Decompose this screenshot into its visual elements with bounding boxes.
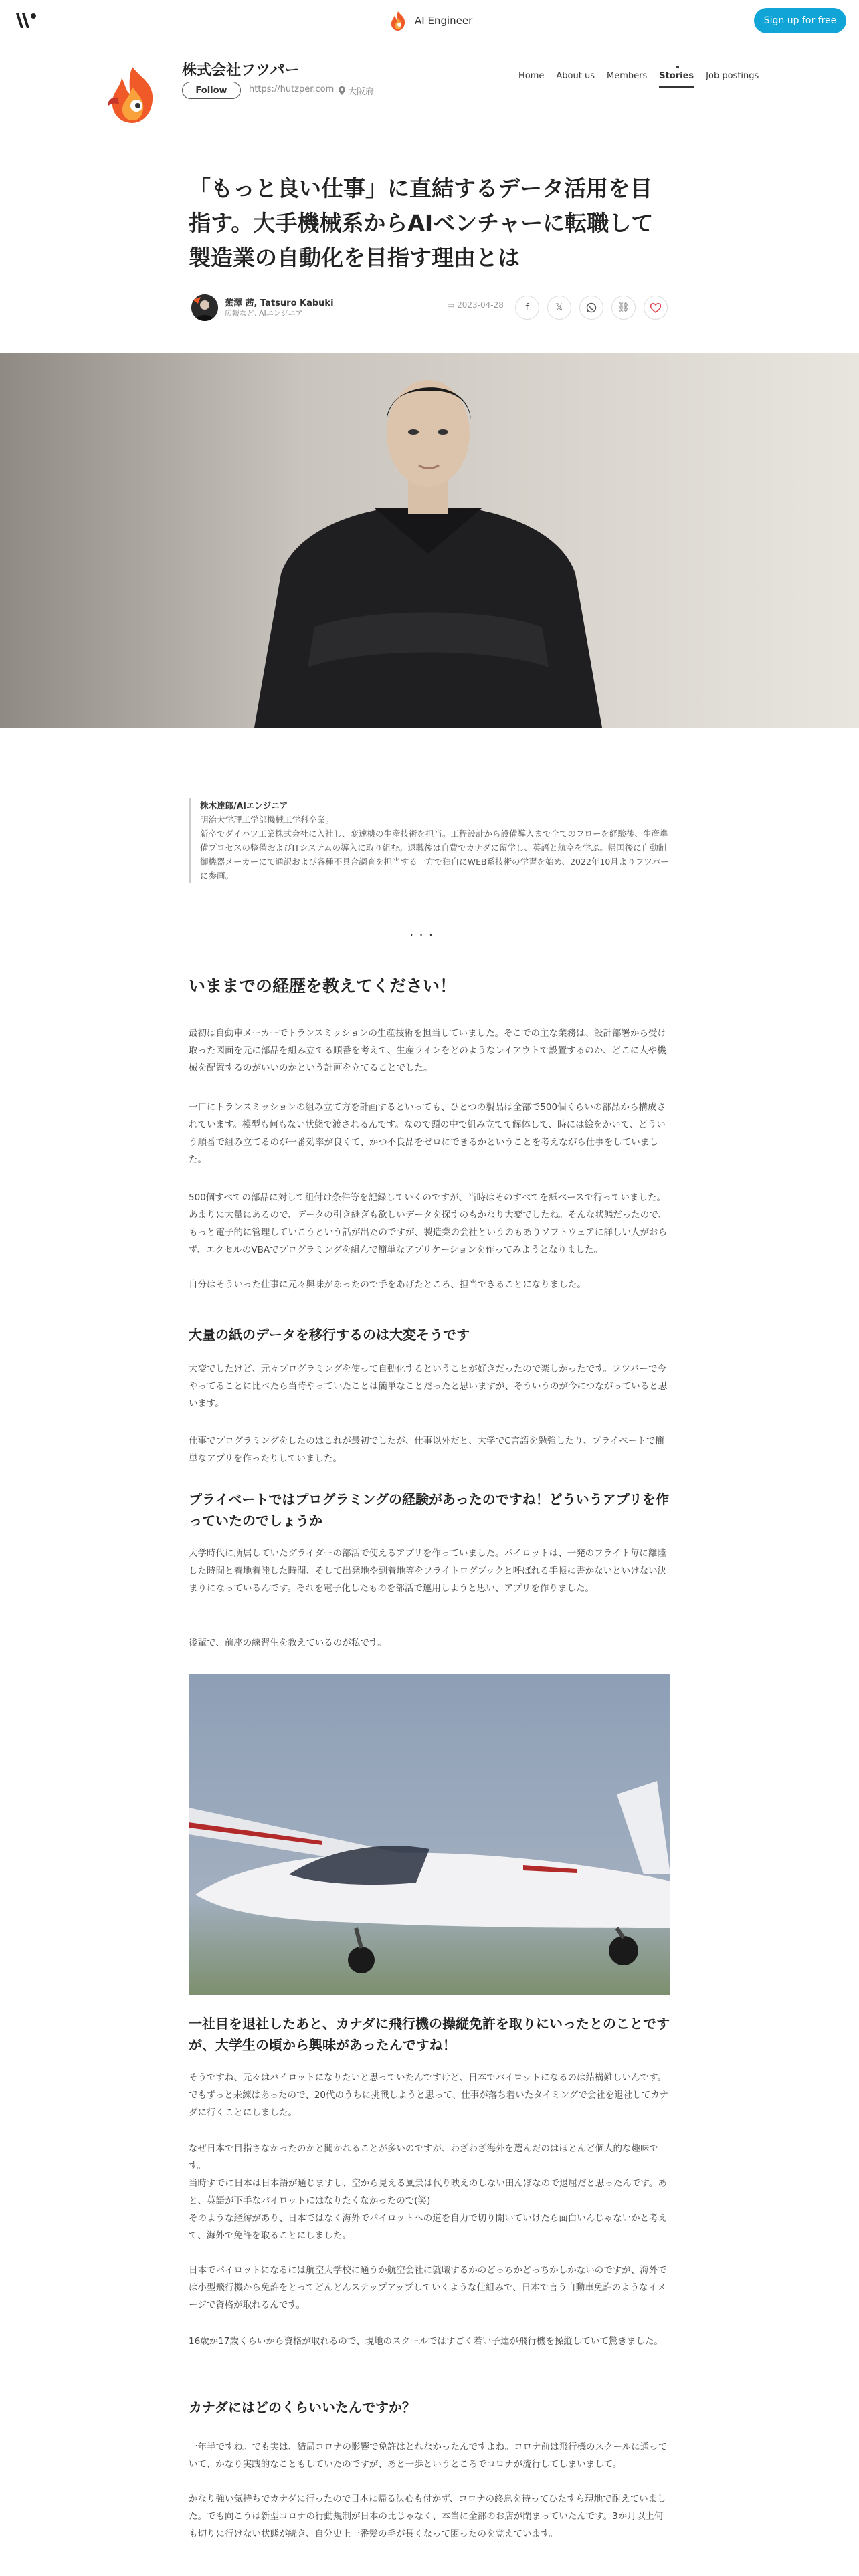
twitter-icon: 𝕏	[555, 302, 563, 313]
glider-photo	[189, 1674, 670, 1995]
company-nav	[512, 71, 765, 81]
section-heading: いままでの経歴を教えてください！	[189, 976, 457, 996]
top-bar	[0, 0, 859, 41]
follow-button[interactable]: Follow	[182, 82, 241, 99]
facebook-icon: f	[525, 302, 529, 313]
section-heading: カナダにはどのくらいいたんですか？	[189, 2399, 415, 2416]
location-pin-icon	[339, 86, 345, 95]
paragraph: そうですね、元々はパイロットになりたいと思っていたんですけど、日本でパイロットになるのは結構難しいんです。でもずっと未練はあったので、20代のうちに挑戦しようと思って、仕事が落ち着いたタイミングで会社を退社してカナダに行くことにしました。	[189, 2072, 669, 2118]
post-date: ▭ 2023-04-28	[447, 300, 504, 310]
section-heading: プライベートではプログラミングの経験があったのですね！どういうアプリを作っていたのでしょうか	[189, 1491, 669, 1529]
paragraph: 一口にトランスミッションの組み立て方を計画するといっても、ひとつの製品は全部で500個くらいの部品から構成されています。模型も何もない状態で渡されるんです。なので頭の中で組み立てて解体して、時には絵をかいて、どういう順番で組み立てるのが一番効率が良くて、かつ不良品をゼロにできるかということを考えながら仕事をしていました。	[189, 1102, 666, 1165]
section-heading: 大量の紙のデータを移行するのは大変そうです	[189, 1327, 470, 1343]
article-title: 「もっと良い仕事」に直結するデータ活用を目指す。大手機械系からAIベンチャーに転職して製造業の自動化を目指す理由とは	[189, 175, 654, 271]
paragraph: 大変でしたけど、元々プログラミングを使って自動化するということが好きだったので楽しかったです。フツパーで今やってることに比べたら当時やっていたことは簡単なことだったと思いますが、そういうのが今につながっていると思います。	[189, 1364, 668, 1409]
company-location	[339, 84, 374, 97]
paragraph: 16歳か17歳くらいから資格が取れるので、現地のスクールではすごく若い子達が飛行機を操縦していて驚きました。	[189, 2336, 663, 2347]
wantedly-logo-icon[interactable]	[15, 11, 39, 31]
company-name[interactable]: 株式会社フツパー	[182, 62, 300, 79]
author-name[interactable]: 蕪澤 茜, Tatsuro Kabuki	[225, 298, 334, 308]
nav-about-us[interactable]: About us	[556, 71, 595, 81]
calendar-icon: ▭	[447, 300, 458, 310]
paragraph: なぜ日本で目指さなかったのかと聞かれることが多いのですが、わざわざ海外を選んだのはほとんど個人的な趣味です。	[189, 2143, 658, 2171]
company-logo-icon[interactable]	[102, 64, 163, 126]
author-profile	[189, 798, 670, 883]
paragraph: 日本でパイロットになるには航空大学校に通うか航空会社に就職するかのどっちかどっちかしかないのですが、海外では小型飛行機から免許をとってどんどんステップアップしていくような仕組みで、日本で言う自動車免許のようなイメージで資格が取れるんです。	[189, 2265, 667, 2311]
company-location-text: 大阪府	[348, 87, 375, 97]
author-avatar[interactable]	[191, 294, 218, 321]
section-heading: 一社目を退社したあと、カナダに飛行機の操縦免許を取りにいったとのことですが、大学生の頃から興味があったんですね！	[189, 2016, 670, 2053]
heart-icon	[650, 303, 661, 313]
twitter-share-button[interactable]	[547, 296, 571, 320]
facebook-share-button[interactable]	[515, 296, 539, 320]
like-button[interactable]	[644, 296, 668, 320]
paragraph: 自分はそういった仕事に元々興味があったので手をあげたところ、担当できることになりました。	[189, 1279, 586, 1290]
page-title-group	[388, 9, 472, 32]
link-icon: ⛓	[617, 302, 630, 313]
author-role: 広報など, AIエンジニア	[225, 309, 303, 318]
profile-line: 明治大学理工学部機械工学科卒業。	[200, 815, 335, 825]
signup-button[interactable]: Sign up for free	[754, 8, 846, 33]
paragraph: 最初は自動車メーカーでトランスミッションの生産技術を担当していました。そこでの主な業務は、設計部署から受け取った図面を元に部品を組み立てる順番を考えて、生産ラインをどのようなレイアウトで設置するのか、どこに人や機械を配置するのがいいのかという計画を立てることでした。	[189, 1028, 667, 1073]
nav-home[interactable]: Home	[518, 71, 545, 81]
paragraph: 仕事でプログラミングをしたのはこれが最初でしたが、仕事以外だと、大学でC言語を勉強したり、プライベートで簡単なアプリを作ったりしていました。	[189, 1436, 664, 1464]
nav-stories[interactable]: Stories	[653, 71, 700, 81]
hero-image	[0, 353, 859, 728]
nav-job-postings[interactable]: Job postings	[706, 71, 759, 81]
paragraph: そのような経緯があり、日本ではなく海外でパイロットへの道を自力で切り開いていけたら面白いんじゃないかと考えて、海外で免許を取ることにしました。	[189, 2213, 668, 2241]
paragraph: 一年半ですね。でも実は、結局コロナの影響で免許はとれなかったんですよね。コロナ前は飛行機のスクールに通っていて、かなり実践的なこともしていたのですが、あと一歩というところでコロナが流行してしまいまして。	[189, 2442, 668, 2470]
section-separator: ···	[409, 927, 439, 943]
paragraph: 大学時代に所属していたグライダーの部活で使えるアプリを作っていました。パイロットは、一発のフライト毎に離陸した時間と着地着陸した時間、そして出発地や到着地等をフライトログブックと呼ばれる手帳に書かないといけない決まりになっているんです。それを電子化したものを部活で運用しようと思い、アプリを作りました。	[189, 1548, 667, 1594]
profile-line: 新卒でダイハツ工業株式会社に入社し、変速機の生産技術を担当。工程設計から設備導入まで全てのフローを経験後、生産準備プロセスの整備およびITシステムの導入に取り組む。退職後は自費でカナダに留学し、英語と航空を学ぶ。帰国後に自動制御機器メーカーにて通訳および各種不具合調査を担当する一方で独自にWEB系技術の学習を始め、2022年10月よりフツパーに参画。	[200, 829, 669, 881]
profile-name: 株木達郎/AIエンジニア	[200, 800, 288, 811]
company-url-link[interactable]: https://hutzper.com	[249, 84, 335, 94]
author-avatar-image	[191, 294, 218, 321]
paragraph: 500個すべての部品に対して組付け条件等を記録していくのですが、当時はそのすべてを紙ベースで行っていました。あまりに大量にあるので、データの引き継ぎも欲しいデータを探すのもかなり大変でしたね。そんな状態だったので、もっと電子的に管理していこうという話が出たのですが、製造業の会社というのもありソフトウェアに詳しい人がおらず、エクセルのVBAでプログラミングを組んで簡単なアプリケーションを作ってみようとなりました。	[189, 1192, 667, 1255]
whatsapp-share-button[interactable]	[579, 296, 603, 320]
whatsapp-icon	[586, 302, 597, 313]
flame-icon	[388, 10, 408, 31]
paragraph: かなり強い気持ちでカナダに行ったので日本に帰る決心も付かず、コロナの終息を待ってひたすら現地で耐えていました。でも向こうは新型コロナの行動規制が日本の比じゃなく、本当に全部のお店が閉まっていたんです。3か月以上何も切りに行けない状態が続き、自分史上一番髪の毛が長くなって困ったのを覚えています。	[189, 2494, 666, 2539]
copy-link-button[interactable]	[611, 296, 636, 320]
nav-members[interactable]: Members	[606, 71, 648, 81]
page-title: AI Engineer	[415, 15, 473, 27]
paragraph: 当時すでに日本は日本語が通じますし、空から見える風景は代り映えのしない田んぼなので退屈だと思ったんです。あと、英語が下手なパイロットにはなりたくなかったので(笑)	[189, 2178, 667, 2206]
paragraph: 後輩で、前座の練習生を教えているのが私です。	[189, 1638, 387, 1648]
